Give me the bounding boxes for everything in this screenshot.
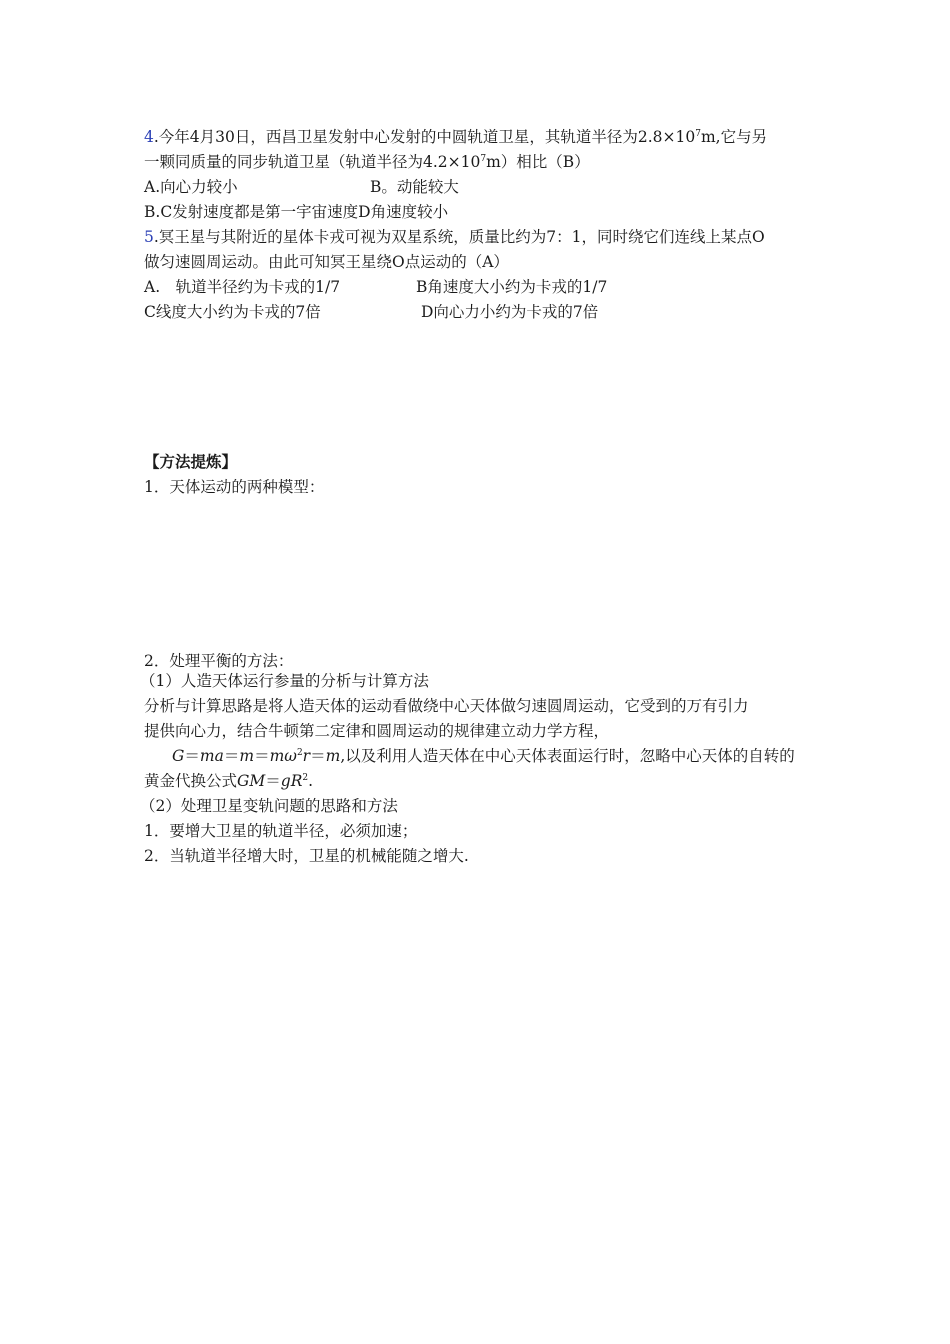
formula-m-2: m [269,747,285,765]
sub1-paragraph-1: 分析与计算思路是将人造天体的运动看做绕中心天体做匀速圆周运动，它受到的万有引力 [144,697,749,715]
q4-number: 4 [144,128,154,146]
sub2-item-2: 2．当轨道半径增大时，卫星的机械能随之增大. [144,847,469,865]
q4-line-1 [144,126,767,148]
q4-options-ab [144,176,459,198]
q4-option-b: B。动能较大 [370,178,459,196]
gm-term: GM [237,772,266,790]
gm-eq: ＝ [265,772,281,790]
q4-options-cd: B.C发射速度都是第一宇宙速度D角速度较小 [144,203,449,221]
formula-m-1: m [239,747,255,765]
sub1-title: （1）人造天体运行参量的分析与计算方法 [140,672,429,690]
q4-exp-2: 7 [480,153,487,164]
formula-line [172,745,795,767]
q5-option-b: B角速度大小约为卡戎的1/7 [416,278,608,296]
gr-exponent: 2 [302,772,309,783]
q4-option-a: A.向心力较小 [144,178,238,196]
gr-term: gR [280,772,303,790]
formula-g: G [172,747,185,765]
method-item-1: 1．天体运动的两种模型： [144,478,325,496]
q5-options-cd [144,301,598,323]
sub1-paragraph-4 [144,770,313,792]
formula-eq-1: ＝ [184,747,200,765]
method-heading: 【方法提炼】 [144,452,238,471]
formula-square: 2 [296,747,303,758]
gr-tail: . [308,772,314,790]
sub2-item-1: 1．要增大卫星的轨道半径，必须加速； [144,822,418,840]
q5-option-c: C线度大小约为卡戎的7倍 [144,303,321,321]
formula-eq-3: ＝ [254,747,270,765]
sub2-title: （2）处理卫星变轨问题的思路和方法 [140,797,398,815]
q4-text-2-tail: m）相比（B） [486,153,590,171]
q5-line-2: 做匀速圆周运动。由此可知冥王星绕O点运动的（A） [144,253,509,271]
q4-line-2 [144,151,590,173]
formula-omega: ω [284,747,297,765]
formula-m-3: m [325,747,341,765]
q4-text-2: 一颗同质量的同步轨道卫星（轨道半径为4.2×10 [144,153,481,171]
golden-formula-label: 黄金代换公式 [144,772,238,790]
q5-options-ab [144,276,607,298]
q5-option-a: A. 轨道半径约为卡戎的1/7 [144,278,341,296]
q5-line-1 [144,226,765,248]
method-item-2: 2．处理平衡的方法： [144,652,294,670]
q4-exp-1: 7 [695,128,701,139]
sub1-paragraph-2: 提供向心力，结合牛顿第二定律和圆周运动的规律建立动力学方程， [144,722,610,740]
formula-ma: ma [199,747,224,765]
q4-text-1-tail: m,它与另 [700,128,768,146]
q4-text-1: .今年4月30日，西昌卫星发射中心发射的中圆轨道卫星，其轨道半径为2.8×10 [153,128,696,146]
q5-option-d: D向心力小约为卡戎的7倍 [421,303,599,321]
formula-eq-2: ＝ [223,747,240,765]
formula-tail: ,以及利用人造天体在中心天体表面运行时，忽略中心天体的自转的 [340,747,795,765]
q5-text-1: .冥王星与其附近的星体卡戎可视为双星系统，质量比约为7：1，同时绕它们连线上某点O [153,228,765,246]
formula-eq-4: ＝ [310,747,326,765]
formula-r: r [302,747,311,765]
q5-number: 5 [144,228,154,246]
